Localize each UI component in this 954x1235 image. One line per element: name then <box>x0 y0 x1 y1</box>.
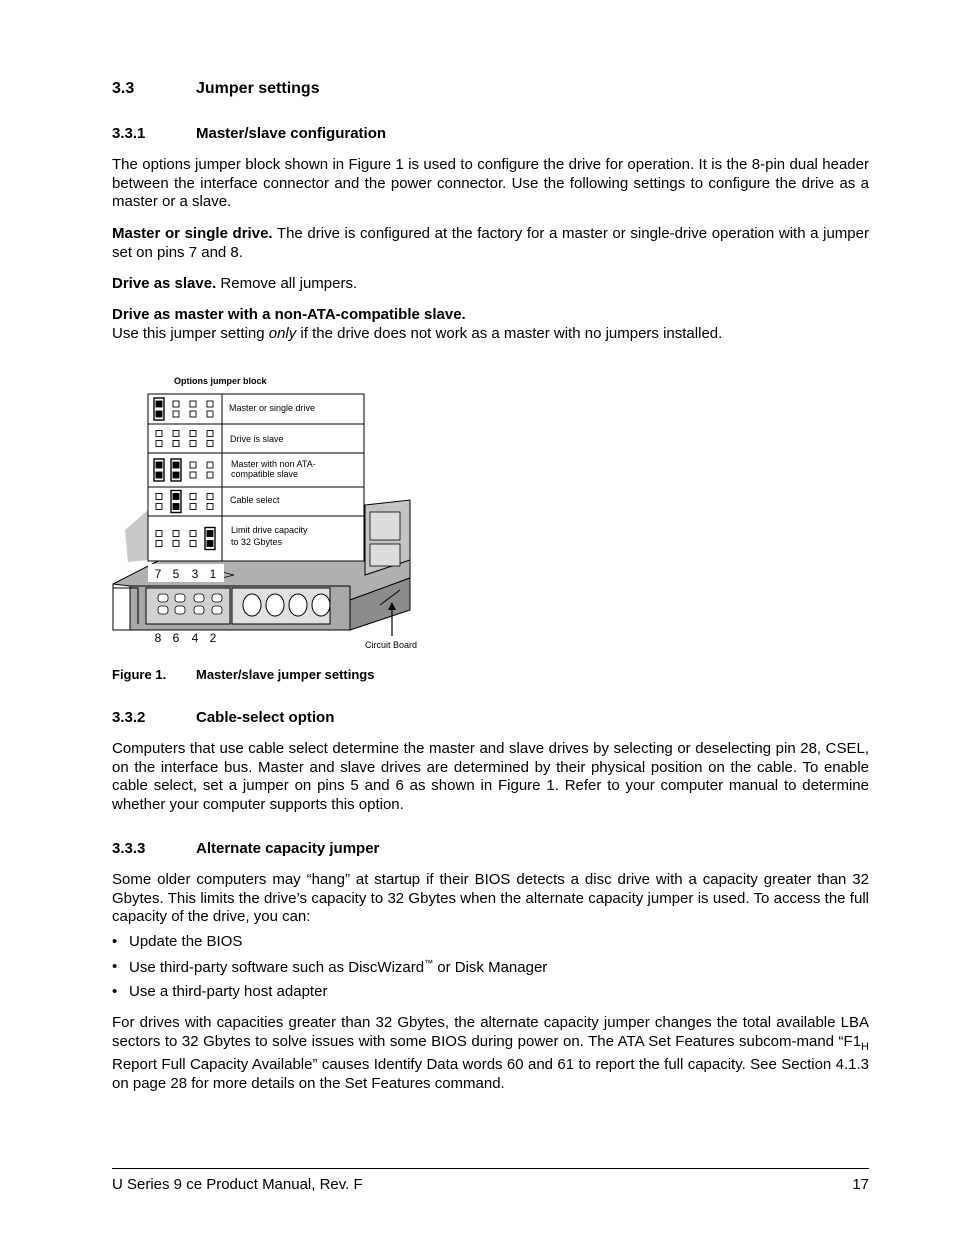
header-pin <box>173 411 179 417</box>
final-text-b: Report Full Capacity Available” causes Identify Data words 60 and 61 to report the full capacity. See Section 4.1.3 on page 28 for more details on the Set Features command. <box>112 1056 869 1092</box>
header-pin <box>173 441 179 447</box>
header-pin <box>190 531 196 537</box>
bullet-dot: • <box>112 933 118 950</box>
circuit-board-label: Circuit Board <box>365 640 418 650</box>
header-pin <box>207 472 213 478</box>
nonata-emphasis: only <box>268 325 297 342</box>
subscript-h: H <box>861 1040 869 1053</box>
header-pin <box>207 494 213 500</box>
row-label-limit-2: to 32 Gbytes <box>231 537 283 547</box>
header-pin <box>207 541 213 547</box>
pin-label-8: 8 <box>154 631 162 645</box>
header-pin <box>207 431 213 437</box>
bullet-text: Use a third-party host adapter <box>129 983 328 1000</box>
section-number: 3.3.1 <box>112 125 146 142</box>
nonata-lead: Drive as master with a non-ATA-compatible slave. <box>112 306 466 323</box>
pin-label-4: 4 <box>191 631 199 645</box>
section-number: 3.3.3 <box>112 840 146 857</box>
row-label-master-single: Master or single drive <box>229 403 316 413</box>
header-pin <box>190 401 196 407</box>
header-pin <box>173 401 179 407</box>
section-number: 3.3 <box>112 80 135 97</box>
pin-label-5: 5 <box>172 567 180 581</box>
header-pin <box>207 462 213 468</box>
header-pin <box>207 401 213 407</box>
bullet-text-after: or Disk Manager <box>433 959 548 976</box>
slave-paragraph <box>112 275 869 294</box>
header-pin <box>190 494 196 500</box>
header-pin <box>207 531 213 537</box>
bullet-dot: • <box>112 983 118 1000</box>
header-pin <box>156 462 162 468</box>
header-pin <box>173 472 179 478</box>
header-pin <box>156 401 162 407</box>
cable-select-paragraph: Computers that use cable select determine the master and slave drives by selecting or deselecting pin 28, CSEL, on the interface bus. Master and slave drives are determined by their physical position on the cable. To enable cable select, set a jumper on pins 5 and 6 as shown in Figure 1. Refer to your computer manual to determine whether your computer supports this option. <box>112 740 869 813</box>
nonata-post: if the drive does not work as a master with no jumpers installed. <box>296 325 723 342</box>
row-label-nonata-1: Master with non ATA- <box>231 459 316 469</box>
header-pin <box>207 411 213 417</box>
nonata-pre: Use this jumper setting <box>112 325 269 342</box>
footer-title: U Series 9 ce Product Manual, Rev. F <box>112 1176 363 1193</box>
page-number: 17 <box>852 1176 869 1193</box>
header-pin <box>207 504 213 510</box>
figure-number: Figure 1. <box>112 667 167 682</box>
header-pin <box>156 531 162 537</box>
final-text-a: For drives with capacities greater than 32 Gbytes, the alternate capacity jumper changes the total available LBA sectors to 32 Gbytes to solve issues with some BIOS during power on. The ATA Set Features subcom-mand “F1 <box>112 1014 869 1050</box>
section-title: Cable-select option <box>196 709 335 726</box>
section-title: Alternate capacity jumper <box>196 840 380 857</box>
header-pin <box>190 441 196 447</box>
header-pin <box>190 504 196 510</box>
section-title: Jumper settings <box>196 80 320 97</box>
slave-text: Remove all jumpers. <box>216 275 358 292</box>
drive-shadow <box>125 510 148 562</box>
master-single-lead: Master or single drive. <box>112 225 273 242</box>
row-label-nonata-2: compatible slave <box>231 469 299 479</box>
header-pin <box>156 411 162 417</box>
header-pin <box>156 504 162 510</box>
nonata-heading <box>112 306 869 325</box>
header-pin <box>190 472 196 478</box>
alternate-capacity-final <box>112 1014 869 1093</box>
figure-title: Master/slave jumper settings <box>196 667 375 682</box>
header-pin <box>156 494 162 500</box>
master-single-paragraph <box>112 225 869 262</box>
header-pin <box>173 541 179 547</box>
figure-header: Options jumper block <box>174 376 267 386</box>
nonata-paragraph <box>112 325 869 344</box>
header-pin <box>156 431 162 437</box>
header-pin <box>190 462 196 468</box>
pin-label-6: 6 <box>172 631 180 645</box>
header-pin <box>190 411 196 417</box>
alternate-capacity-intro: Some older computers may “hang” at startup if their BIOS detects a disc drive with a capacity greater than 32 Gbytes. This limits the drive’s capacity to 32 Gbytes when the alternate capacity jumper is used. To access the full capacity of the drive, you can: <box>112 871 869 926</box>
row-label-limit-1: Limit drive capacity <box>231 525 308 535</box>
section-title: Master/slave configuration <box>196 125 387 142</box>
jumper-figure <box>100 366 430 660</box>
master-single-text: The drive is configured at the factory for a master or single-drive operation with a jumper set on pins 7 and 8. <box>112 225 869 261</box>
trademark-symbol: ™ <box>424 958 434 968</box>
pin-label-7: 7 <box>154 567 162 581</box>
header-pin <box>173 462 179 468</box>
slave-lead: Drive as slave. <box>112 275 217 292</box>
power-connector-slot <box>370 544 400 566</box>
bullet-text: Update the BIOS <box>129 933 243 950</box>
row-label-slave: Drive is slave <box>230 434 284 444</box>
pin-label-3: 3 <box>191 567 199 581</box>
bullet-text <box>129 958 547 976</box>
header-pin <box>173 504 179 510</box>
header-pin <box>173 531 179 537</box>
figure-caption <box>112 667 375 682</box>
drive-left-edge <box>113 584 130 630</box>
bullet-dot: • <box>112 958 118 975</box>
intro-paragraph: The options jumper block shown in Figure 1 is used to configure the drive for operation. It is the 8-pin dual header between the interface connector and the power connector. Use the following settings to configure the drive as a master or a slave. <box>112 156 869 211</box>
pin-label-1: 1 <box>209 567 217 581</box>
header-pin <box>190 431 196 437</box>
header-pin <box>173 431 179 437</box>
header-pin <box>173 494 179 500</box>
bullet-text-main: Use third-party software such as DiscWizard <box>129 959 425 976</box>
header-pin <box>190 541 196 547</box>
pin-label-2: 2 <box>209 631 217 645</box>
header-pin <box>156 472 162 478</box>
power-connector-slot <box>370 512 400 540</box>
footer-rule <box>112 1168 869 1169</box>
header-pin <box>156 541 162 547</box>
row-label-cable-select: Cable select <box>230 495 280 505</box>
header-pin <box>156 441 162 447</box>
header-pin <box>207 441 213 447</box>
section-number: 3.3.2 <box>112 709 146 726</box>
